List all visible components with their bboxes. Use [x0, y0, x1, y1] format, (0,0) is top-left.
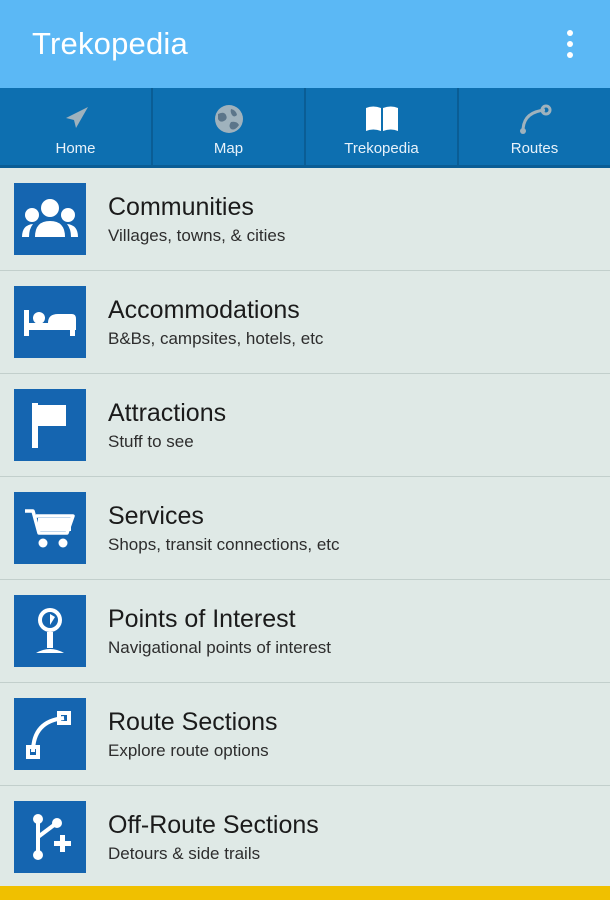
tab-home[interactable] — [0, 88, 153, 165]
tab-label: Home — [55, 139, 96, 157]
globe-icon — [212, 100, 246, 138]
category-list — [0, 168, 610, 886]
list-item[interactable] — [0, 168, 610, 271]
list-item[interactable] — [0, 580, 610, 683]
route-curve-icon — [14, 698, 86, 770]
more-vertical-icon[interactable] — [548, 14, 592, 74]
list-item-subtitle: B&Bs, campsites, hotels, etc — [108, 328, 324, 348]
list-item[interactable] — [0, 374, 610, 477]
route-branch-plus-icon — [14, 801, 86, 873]
list-item-title: Off-Route Sections — [108, 810, 319, 839]
list-item[interactable] — [0, 271, 610, 374]
list-item[interactable] — [0, 786, 610, 886]
tab-label: Trekopedia — [344, 139, 419, 157]
tab-routes[interactable] — [459, 88, 610, 165]
navigation-arrow-icon — [59, 100, 93, 138]
list-item[interactable] — [0, 477, 610, 580]
shopping-cart-icon — [14, 492, 86, 564]
list-item-title: Attractions — [108, 398, 227, 427]
list-item-title: Services — [108, 501, 204, 530]
list-item[interactable] — [0, 683, 610, 786]
flag-icon — [14, 389, 86, 461]
list-item-title: Points of Interest — [108, 604, 296, 633]
tab-label: Routes — [510, 139, 559, 157]
open-book-icon — [363, 100, 401, 138]
list-item-subtitle: Navigational points of interest — [108, 637, 332, 657]
map-marker-pin-icon — [14, 595, 86, 667]
route-curve-icon — [517, 100, 553, 138]
title-bar — [0, 0, 610, 88]
page-title: Trekopedia — [32, 26, 188, 61]
bed-icon — [14, 286, 86, 358]
list-item-subtitle: Villages, towns, & cities — [108, 225, 286, 245]
list-item-text — [108, 399, 226, 452]
tab-map[interactable] — [153, 88, 306, 165]
list-item-title: Route Sections — [108, 707, 278, 736]
list-item-text — [108, 502, 340, 555]
tab-label: Map — [213, 139, 244, 157]
list-item-subtitle: Shops, transit connections, etc — [108, 534, 340, 554]
list-item-text — [108, 708, 278, 761]
tab-bar — [0, 88, 610, 168]
list-item-text — [108, 811, 319, 864]
tab-trekopedia[interactable] — [306, 88, 459, 165]
dot — [567, 30, 573, 36]
dot — [567, 41, 573, 47]
list-item-text — [108, 193, 285, 246]
list-item-subtitle: Detours & side trails — [108, 843, 261, 863]
list-item-subtitle: Explore route options — [108, 740, 269, 760]
list-item-title: Accommodations — [108, 295, 300, 324]
list-item-text — [108, 296, 323, 349]
list-item-subtitle: Stuff to see — [108, 431, 194, 451]
bottom-accent-bar — [0, 886, 610, 900]
people-group-icon — [14, 183, 86, 255]
list-item-text — [108, 605, 331, 658]
dot — [567, 52, 573, 58]
list-item-title: Communities — [108, 192, 254, 221]
